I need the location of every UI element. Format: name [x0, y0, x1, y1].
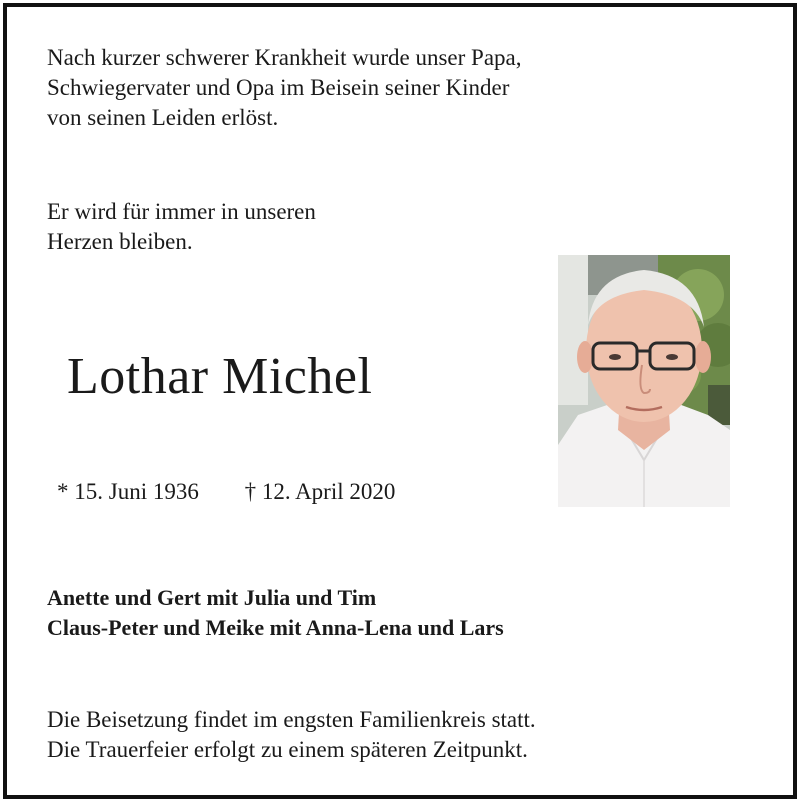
birth-date: * 15. Juni 1936 — [57, 479, 199, 504]
intro-text — [47, 43, 747, 133]
funeral-notice — [47, 705, 536, 765]
obituary-frame — [3, 3, 797, 799]
remembrance-line: Herzen bleiben. — [47, 229, 193, 254]
funeral-notice-line: Die Beisetzung findet im engsten Familienkreis statt. — [47, 707, 536, 732]
family-members — [47, 583, 504, 643]
intro-line: Schwiegervater und Opa im Beisein seiner Kinder — [47, 75, 510, 100]
remembrance-line: Er wird für immer in unseren — [47, 199, 316, 224]
intro-line: von seinen Leiden erlöst. — [47, 105, 279, 130]
family-line: Claus-Peter und Meike mit Anna-Lena und Lars — [47, 615, 504, 640]
death-date: † 12. April 2020 — [244, 479, 396, 504]
life-dates — [57, 477, 395, 507]
remembrance-text — [47, 197, 316, 257]
funeral-notice-line: Die Trauerfeier erfolgt zu einem späteren Zeitpunkt. — [47, 737, 528, 762]
portrait-photo — [558, 255, 730, 507]
deceased-name: Lothar Michel — [67, 348, 373, 405]
family-line: Anette und Gert mit Julia und Tim — [47, 585, 377, 610]
intro-line: Nach kurzer schwerer Krankheit wurde unser Papa, — [47, 45, 522, 70]
